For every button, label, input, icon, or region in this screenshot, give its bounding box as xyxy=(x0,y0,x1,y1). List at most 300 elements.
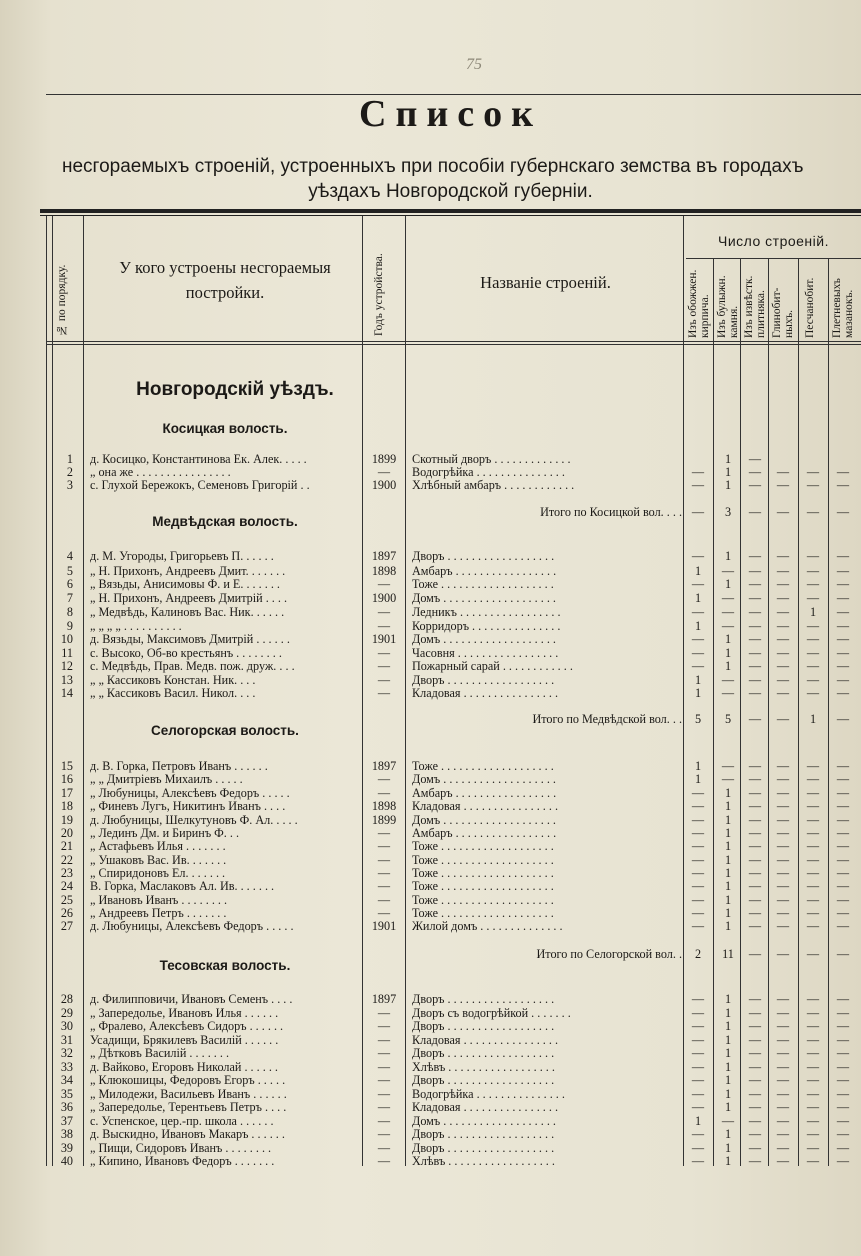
row-count-cell: — xyxy=(748,686,762,700)
row-count-cell: — xyxy=(806,906,820,920)
row-count-cell: 1 xyxy=(724,659,732,673)
row-count-cell: — xyxy=(691,866,705,880)
row-count-cell: — xyxy=(691,1087,705,1101)
total-count-cell: 5 xyxy=(694,712,702,726)
row-count-cell: — xyxy=(806,619,820,633)
table-row xyxy=(0,1127,861,1141)
row-year: — xyxy=(377,906,391,920)
row-owner: „ Кипино, Ивановъ Федоръ . . . . . . . xyxy=(90,1154,275,1168)
row-count-cell: 1 xyxy=(724,1006,732,1020)
row-year: — xyxy=(377,866,391,880)
row-count-cell: — xyxy=(806,853,820,867)
volost-heading: Косицкая волость. xyxy=(162,421,288,436)
row-count-cell: — xyxy=(748,866,762,880)
table-row xyxy=(0,1033,861,1047)
table-row xyxy=(0,452,861,466)
row-count-cell: — xyxy=(748,1087,762,1101)
row-count-cell: — xyxy=(776,839,790,853)
row-building-name: Пожарный сарай . . . . . . . . . . . . xyxy=(412,659,573,673)
row-count-cell: — xyxy=(806,1019,820,1033)
row-building-name: Скотный дворъ . . . . . . . . . . . . . xyxy=(412,452,571,466)
row-count-cell: — xyxy=(748,759,762,773)
row-count-cell: 1 xyxy=(724,799,732,813)
row-count-cell: — xyxy=(776,772,790,786)
row-count-cell: — xyxy=(776,577,790,591)
row-count-cell: — xyxy=(836,646,850,660)
row-owner: „ Финевъ Лугъ, Никитинъ Иванъ . . . . xyxy=(90,799,286,813)
row-year: — xyxy=(377,1100,391,1114)
table-row xyxy=(0,772,861,786)
row-year: — xyxy=(377,673,391,687)
row-count-cell: 1 xyxy=(724,866,732,880)
row-owner: „ Фралево, Алексѣевъ Сидоръ . . . . . . xyxy=(90,1019,284,1033)
row-count-cell: — xyxy=(836,465,850,479)
row-count-cell: 1 xyxy=(724,786,732,800)
row-owner: „ „ Кассиковъ Констан. Ник. . . . xyxy=(90,673,256,687)
row-count-cell: — xyxy=(691,799,705,813)
row-year: — xyxy=(377,893,391,907)
row-building-name: Тоже . . . . . . . . . . . . . . . . . . . xyxy=(412,879,554,893)
table-row xyxy=(0,605,861,619)
row-number: 32 xyxy=(60,1046,73,1060)
row-count-cell: — xyxy=(691,1073,705,1087)
row-count-cell: — xyxy=(836,673,850,687)
row-building-name: Тоже . . . . . . . . . . . . . . . . . . . xyxy=(412,577,554,591)
header-material-brick: Изъ обожжен. кирпича. xyxy=(687,269,712,338)
row-count-cell: — xyxy=(748,659,762,673)
row-number: 19 xyxy=(60,813,73,827)
table-row xyxy=(0,646,861,660)
row-count-cell: — xyxy=(748,919,762,933)
row-year: — xyxy=(377,1046,391,1060)
row-count-cell: — xyxy=(691,478,705,492)
row-owner: д. М. Угороды, Григорьевъ П. . . . . . xyxy=(90,549,274,563)
row-year: — xyxy=(377,605,391,619)
table-row xyxy=(0,919,861,933)
row-count-cell: — xyxy=(776,686,790,700)
row-count-cell: — xyxy=(748,673,762,687)
row-count-cell: — xyxy=(776,1127,790,1141)
table-row xyxy=(0,839,861,853)
row-year: 1898 xyxy=(371,564,397,578)
row-count-cell: — xyxy=(776,866,790,880)
row-number: 1 xyxy=(66,452,73,466)
row-building-name: Жилой домъ . . . . . . . . . . . . . . xyxy=(412,919,563,933)
row-count-cell: — xyxy=(691,1046,705,1060)
row-count-cell: 1 xyxy=(724,1154,732,1168)
row-count-cell: — xyxy=(776,646,790,660)
row-count-cell: — xyxy=(806,866,820,880)
row-count-cell: — xyxy=(748,1060,762,1074)
table-row xyxy=(0,879,861,893)
row-building-name: Дворъ . . . . . . . . . . . . . . . . . . xyxy=(412,549,555,563)
row-count-cell: — xyxy=(691,465,705,479)
row-number: 21 xyxy=(60,839,73,853)
row-count-cell: — xyxy=(721,759,735,773)
row-count-cell: — xyxy=(806,646,820,660)
row-owner: „ Милодежи, Васильевъ Иванъ . . . . . . xyxy=(90,1087,287,1101)
total-count-cell: 5 xyxy=(724,712,732,726)
row-building-name: Водогрѣйка . . . . . . . . . . . . . . . xyxy=(412,465,565,479)
row-count-cell: 1 xyxy=(724,813,732,827)
row-count-cell: — xyxy=(806,1033,820,1047)
row-count-cell: 1 xyxy=(724,906,732,920)
row-count-cell: — xyxy=(691,879,705,893)
table-row xyxy=(0,1073,861,1087)
row-building-name: Тоже . . . . . . . . . . . . . . . . . . . xyxy=(412,839,554,853)
row-count-cell: — xyxy=(691,549,705,563)
row-count-cell: 1 xyxy=(724,1087,732,1101)
row-owner: „ Н. Прихонъ, Андреевъ Дмитрій . . . . xyxy=(90,591,288,605)
row-count-cell: — xyxy=(748,1006,762,1020)
row-owner: „ она же . . . . . . . . . . . . . . . . xyxy=(90,465,231,479)
total-count-cell: — xyxy=(691,505,705,519)
row-count-cell: — xyxy=(836,1006,850,1020)
row-year: — xyxy=(377,772,391,786)
row-count-cell: — xyxy=(836,1019,850,1033)
row-number: 15 xyxy=(60,759,73,773)
row-count-cell: — xyxy=(691,1141,705,1155)
row-count-cell: — xyxy=(776,1154,790,1168)
row-count-cell: — xyxy=(776,1019,790,1033)
row-count-cell: 1 xyxy=(724,1060,732,1074)
document-title: Список xyxy=(359,93,542,135)
table-row xyxy=(0,853,861,867)
row-count-cell: — xyxy=(776,826,790,840)
row-count-cell: — xyxy=(806,1046,820,1060)
row-count-cell: — xyxy=(806,1127,820,1141)
row-count-cell: — xyxy=(691,1033,705,1047)
row-count-cell: — xyxy=(748,465,762,479)
row-count-cell: — xyxy=(721,1114,735,1128)
row-count-cell: 1 xyxy=(694,619,702,633)
row-count-cell: — xyxy=(836,478,850,492)
row-number: 25 xyxy=(60,893,73,907)
row-count-cell: — xyxy=(836,1141,850,1155)
header-material-cobble: Изъ булыжн. камня. xyxy=(716,275,741,338)
row-count-cell: — xyxy=(748,646,762,660)
row-count-cell: — xyxy=(748,906,762,920)
row-count-cell: — xyxy=(806,465,820,479)
row-count-cell: — xyxy=(691,646,705,660)
row-owner: д. Косицко, Константинова Ек. Алек. . . . . xyxy=(90,452,307,466)
row-building-name: Дворъ . . . . . . . . . . . . . . . . . . xyxy=(412,1127,555,1141)
row-count-cell: — xyxy=(806,1100,820,1114)
row-count-cell: — xyxy=(721,772,735,786)
row-number: 18 xyxy=(60,799,73,813)
row-count-cell: — xyxy=(748,1073,762,1087)
row-count-cell: — xyxy=(836,853,850,867)
row-count-cell: — xyxy=(836,1087,850,1101)
row-count-cell: — xyxy=(748,619,762,633)
row-count-cell: — xyxy=(691,786,705,800)
table-row xyxy=(0,549,861,563)
row-year: 1897 xyxy=(371,549,397,563)
row-count-cell: — xyxy=(776,759,790,773)
row-count-cell: — xyxy=(836,591,850,605)
row-count-cell: — xyxy=(836,1033,850,1047)
row-count-cell: — xyxy=(836,866,850,880)
row-count-cell: — xyxy=(806,1073,820,1087)
row-count-cell: 1 xyxy=(694,564,702,578)
table-row xyxy=(0,893,861,907)
row-owner: с. Медвѣдь, Прав. Медв. пож. друж. . . . xyxy=(90,659,295,673)
row-number: 34 xyxy=(60,1073,73,1087)
row-building-name: Дворъ . . . . . . . . . . . . . . . . . . xyxy=(412,1073,555,1087)
header-building-name: Названіе строеній. xyxy=(480,273,611,292)
row-building-name: Тоже . . . . . . . . . . . . . . . . . . . xyxy=(412,906,554,920)
row-count-cell: — xyxy=(748,564,762,578)
row-count-cell: — xyxy=(806,799,820,813)
row-building-name: Хлѣвъ . . . . . . . . . . . . . . . . . . xyxy=(412,1060,555,1074)
row-count-cell: — xyxy=(776,1006,790,1020)
row-building-name: Ледникъ . . . . . . . . . . . . . . . . . xyxy=(412,605,561,619)
row-count-cell: — xyxy=(836,577,850,591)
row-number: 26 xyxy=(60,906,73,920)
row-count-cell: — xyxy=(836,759,850,773)
row-count-cell: 1 xyxy=(724,992,732,1006)
row-count-cell: — xyxy=(806,673,820,687)
row-count-cell: — xyxy=(806,1154,820,1168)
row-building-name: Кладовая . . . . . . . . . . . . . . . . xyxy=(412,686,559,700)
row-building-name: Дворъ съ водогрѣйкой . . . . . . . xyxy=(412,1006,571,1020)
row-owner: д. В. Горка, Петровъ Иванъ . . . . . . xyxy=(90,759,268,773)
row-count-cell: — xyxy=(748,1114,762,1128)
row-building-name: Амбаръ . . . . . . . . . . . . . . . . . xyxy=(412,786,557,800)
row-count-cell: — xyxy=(806,1006,820,1020)
row-count-cell: — xyxy=(748,1019,762,1033)
row-count-cell: — xyxy=(748,786,762,800)
row-count-cell: — xyxy=(836,826,850,840)
total-count-cell: — xyxy=(748,712,762,726)
row-building-name: Домъ . . . . . . . . . . . . . . . . . . . xyxy=(412,632,556,646)
header-who: У кого устроены несгораемыя постройки. xyxy=(119,258,331,302)
row-count-cell: — xyxy=(776,1141,790,1155)
row-count-cell: — xyxy=(836,906,850,920)
row-count-cell: — xyxy=(836,772,850,786)
row-count-cell: — xyxy=(776,786,790,800)
row-number: 6 xyxy=(66,577,73,591)
row-owner: „ Лединъ Дм. и Биринъ Ф. . . xyxy=(90,826,240,840)
header-year: Годъ устройства. xyxy=(373,253,385,336)
row-year: — xyxy=(377,646,391,660)
table-row xyxy=(0,478,861,492)
row-count-cell: — xyxy=(691,1154,705,1168)
row-number: 9 xyxy=(66,619,73,633)
volost-heading: Селогорская волость. xyxy=(151,723,299,738)
row-number: 20 xyxy=(60,826,73,840)
row-count-cell: — xyxy=(806,549,820,563)
header-material-wattle: Плетневыхъ мазанокъ. xyxy=(831,278,856,338)
row-count-cell: — xyxy=(776,673,790,687)
row-building-name: Водогрѣйка . . . . . . . . . . . . . . . xyxy=(412,1087,565,1101)
row-count-cell: 1 xyxy=(724,478,732,492)
row-count-cell: — xyxy=(691,1006,705,1020)
row-count-cell: — xyxy=(748,577,762,591)
row-count-cell: — xyxy=(691,826,705,840)
row-owner: „ „ Дмитріевъ Михаилъ . . . . . xyxy=(90,772,243,786)
row-count-cell: 1 xyxy=(809,605,817,619)
row-count-cell: — xyxy=(836,1114,850,1128)
row-building-name: Хлѣвъ . . . . . . . . . . . . . . . . . . xyxy=(412,1154,555,1168)
row-year: 1899 xyxy=(371,813,397,827)
table-row xyxy=(0,799,861,813)
row-count-cell: — xyxy=(836,619,850,633)
row-count-cell: — xyxy=(691,632,705,646)
row-count-cell: 1 xyxy=(724,853,732,867)
table-row xyxy=(0,686,861,700)
table-row xyxy=(0,813,861,827)
header-material-sand: Песчанобит. xyxy=(804,277,816,338)
row-count-cell: — xyxy=(691,1060,705,1074)
volost-heading: Медвѣдская волость. xyxy=(152,514,298,529)
row-count-cell: 1 xyxy=(694,1114,702,1128)
table-row xyxy=(0,1060,861,1074)
row-year: — xyxy=(377,619,391,633)
row-count-cell: 1 xyxy=(694,759,702,773)
row-year: — xyxy=(377,1060,391,1074)
row-count-cell: — xyxy=(806,686,820,700)
total-label: Итого по Селогорской вол. . xyxy=(536,947,682,961)
row-year: — xyxy=(377,1033,391,1047)
row-owner: „ Пищи, Сидоровъ Иванъ . . . . . . . . xyxy=(90,1141,272,1155)
table-row xyxy=(0,1114,861,1128)
row-count-cell: — xyxy=(776,853,790,867)
row-count-cell: — xyxy=(806,591,820,605)
total-count-cell: — xyxy=(748,505,762,519)
row-count-cell: 1 xyxy=(724,839,732,853)
row-owner: д. Филипповичи, Ивановъ Семенъ . . . . xyxy=(90,992,293,1006)
header-number: № по порядку. xyxy=(56,264,68,336)
row-count-cell: — xyxy=(721,605,735,619)
row-building-name: Кладовая . . . . . . . . . . . . . . . . xyxy=(412,799,559,813)
row-count-cell: — xyxy=(691,906,705,920)
row-count-cell: 1 xyxy=(724,1141,732,1155)
row-number: 29 xyxy=(60,1006,73,1020)
total-label: Итого по Косицкой вол. . . . xyxy=(540,505,682,519)
row-building-name: Домъ . . . . . . . . . . . . . . . . . . . xyxy=(412,772,556,786)
row-count-cell: — xyxy=(748,893,762,907)
title-thick-rule xyxy=(40,209,861,213)
row-count-cell: — xyxy=(776,919,790,933)
row-count-cell: — xyxy=(836,564,850,578)
table-row xyxy=(0,659,861,673)
row-year: — xyxy=(377,577,391,591)
row-owner: д. Любуницы, Шелкутуновъ Ф. Ал. . . . . xyxy=(90,813,298,827)
row-count-cell: — xyxy=(776,992,790,1006)
row-count-cell: — xyxy=(806,632,820,646)
row-count-cell: — xyxy=(748,1033,762,1047)
row-year: — xyxy=(377,879,391,893)
row-number: 30 xyxy=(60,1019,73,1033)
row-year: — xyxy=(377,826,391,840)
row-number: 37 xyxy=(60,1114,73,1128)
row-count-cell: 1 xyxy=(724,577,732,591)
row-count-cell: — xyxy=(776,879,790,893)
total-count-cell: — xyxy=(836,712,850,726)
row-count-cell: — xyxy=(691,813,705,827)
row-count-cell: — xyxy=(836,919,850,933)
row-year: — xyxy=(377,839,391,853)
table-row xyxy=(0,632,861,646)
row-count-cell: — xyxy=(836,1073,850,1087)
page-number: 75 xyxy=(466,56,482,73)
row-count-cell: — xyxy=(806,826,820,840)
row-count-cell: 1 xyxy=(694,591,702,605)
row-building-name: Тоже . . . . . . . . . . . . . . . . . . . xyxy=(412,866,554,880)
row-owner: с. Высоко, Об-во крестьянъ . . . . . . . . xyxy=(90,646,282,660)
row-number: 11 xyxy=(61,646,73,660)
row-count-cell: — xyxy=(748,813,762,827)
row-count-cell: — xyxy=(836,1046,850,1060)
row-number: 31 xyxy=(60,1033,73,1047)
row-owner: д. Вайково, Егоровъ Николай . . . . . . xyxy=(90,1060,278,1074)
row-owner: „ Андреевъ Петръ . . . . . . . xyxy=(90,906,227,920)
table-row xyxy=(0,564,861,578)
total-count-cell: — xyxy=(748,947,762,961)
row-count-cell: — xyxy=(748,478,762,492)
row-count-cell: — xyxy=(776,564,790,578)
row-building-name: Дворъ . . . . . . . . . . . . . . . . . . xyxy=(412,1019,555,1033)
row-number: 27 xyxy=(60,919,73,933)
row-count-cell: — xyxy=(691,992,705,1006)
total-count-cell: — xyxy=(806,947,820,961)
row-year: 1898 xyxy=(371,799,397,813)
row-number: 17 xyxy=(60,786,73,800)
row-number: 36 xyxy=(60,1100,73,1114)
row-count-cell: — xyxy=(776,549,790,563)
row-count-cell: — xyxy=(806,564,820,578)
row-count-cell: — xyxy=(836,839,850,853)
row-count-cell: — xyxy=(691,1127,705,1141)
row-count-cell: — xyxy=(836,605,850,619)
row-year: — xyxy=(377,1127,391,1141)
row-year: — xyxy=(377,465,391,479)
table-row xyxy=(0,1006,861,1020)
row-number: 7 xyxy=(66,591,73,605)
total-count-cell: — xyxy=(836,947,850,961)
row-count-cell: — xyxy=(748,1046,762,1060)
row-count-cell: — xyxy=(806,1141,820,1155)
row-count-cell: 1 xyxy=(724,646,732,660)
row-count-cell: — xyxy=(776,1046,790,1060)
row-count-cell: — xyxy=(748,632,762,646)
row-count-cell: 1 xyxy=(724,919,732,933)
row-owner: „ „ Кассиковъ Васил. Никол. . . . xyxy=(90,686,256,700)
row-count-cell: — xyxy=(776,465,790,479)
row-number: 3 xyxy=(66,478,73,492)
row-count-cell: — xyxy=(776,619,790,633)
table-row xyxy=(0,906,861,920)
row-number: 24 xyxy=(60,879,73,893)
row-count-cell: — xyxy=(748,452,762,466)
row-count-cell: — xyxy=(806,772,820,786)
row-count-cell: — xyxy=(691,919,705,933)
row-count-cell: — xyxy=(748,853,762,867)
row-owner: с. Глухой Бережокъ, Семеновъ Григорій . . xyxy=(90,478,310,492)
row-count-cell: — xyxy=(836,1060,850,1074)
row-year: — xyxy=(377,1019,391,1033)
row-year: 1899 xyxy=(371,452,397,466)
row-owner: В. Горка, Маслаковъ Ал. Ив. . . . . . . xyxy=(90,879,275,893)
row-owner: „ Астафьевъ Илья . . . . . . . xyxy=(90,839,226,853)
row-count-cell: 1 xyxy=(724,1073,732,1087)
header-material-clay: Глинобит-ныхъ. xyxy=(771,287,796,338)
row-count-cell: — xyxy=(776,1073,790,1087)
table-row xyxy=(0,826,861,840)
total-count-cell: — xyxy=(776,712,790,726)
table-row xyxy=(0,465,861,479)
